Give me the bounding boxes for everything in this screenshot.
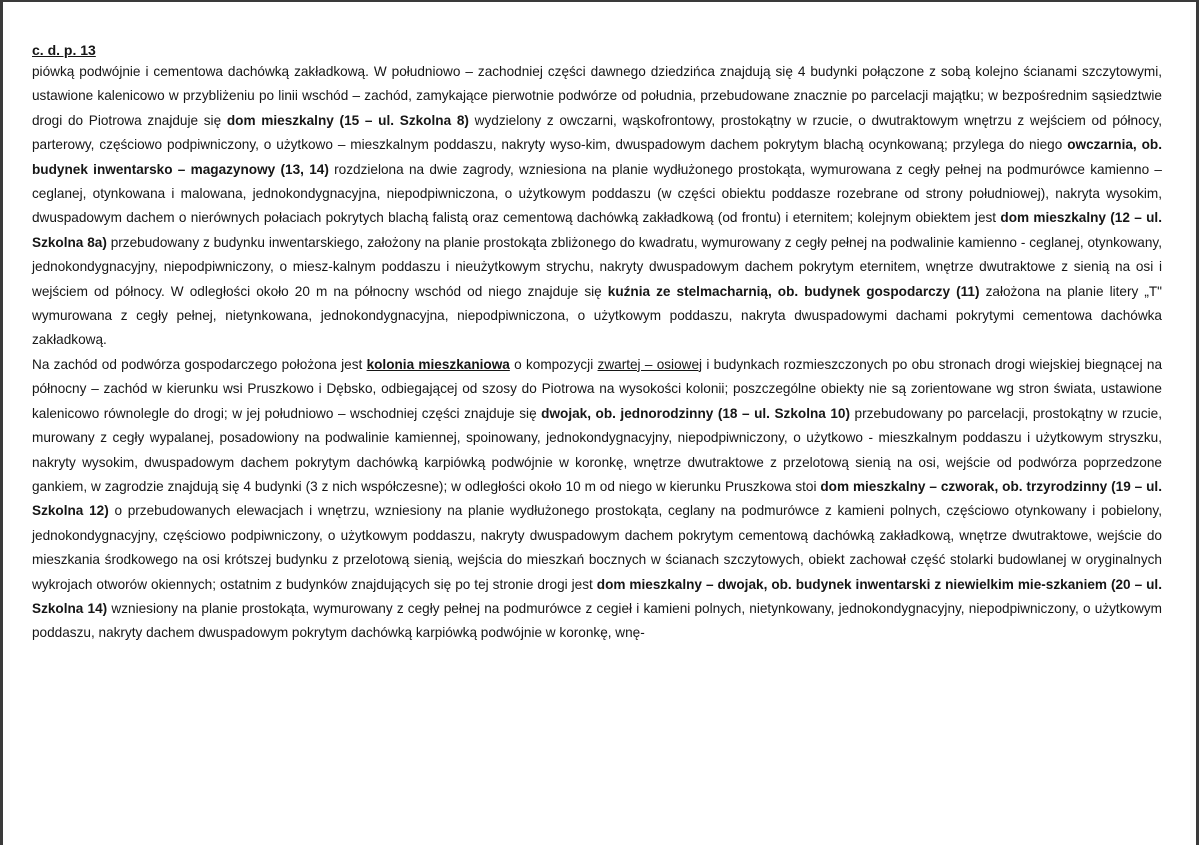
bold-term: dom mieszkalny – czworak, ob. trzyrodzinny (19 – ul. Szkolna 12) — [32, 478, 1162, 519]
text-run: piówką podwójnie i cementowa dachówką zakładkową. W południowo – zachodniej części dawnego dziedzińca znajdują się 4 budynki połączone z sobą kolejno ścianami szczytowymi, ustawione kalenicowo w przybliżeniu po linii wschód – zachód, zamykające pierwotnie podwórze od południa, przebudowane znacznie po parcelacji majątku; w bezpośrednim sąsiedztwie drogi do Piotrowa znajduje się — [32, 64, 1162, 128]
underlined-term: zwartej – osiowej — [597, 356, 703, 372]
scan-border-left — [0, 0, 3, 845]
text-run: założona na planie litery „T" wymurowana z cegły pełnej, nietynkowana, jednokondygnacyjna, niepodpiwniczona, o użytkowym poddaszu, nakryta dwuspadowymi dachami pokrytymi cementowa dachówka zakładkową. — [32, 283, 1162, 348]
bold-term: dwojak, ob. jednorodzinny (18 – ul. Szkolna 10) — [541, 405, 851, 421]
scan-border-top — [0, 0, 1199, 2]
page-header: c. d. p. 13 — [32, 42, 96, 58]
bold-term: dom mieszkalny (15 – ul. Szkolna 8) — [226, 112, 469, 128]
text-run: i budynkach rozmieszczonych po obu stronach drogi wiejskiej biegnącej na północny – zachód w kierunku wsi Pruszkowo i Dębsko, odbiegającej od szosy do Piotrowa na wysokości kolonii; poszczególne obiekty nie są zorientowane wg stron świata, ustawione kalenicowo równolegle do drogi; w jej południowo – wschodniej części znajduje się — [32, 356, 1163, 421]
text-run: rozdzielona na dwie zagrody, wzniesiona na planie wydłużonego prostokąta, wymurowana z cegły pełnej na podmurówce kamienno – ceglanej, otynkowana i malowana, jednokondygnacyjna, niepodpiwniczona, o użytkowym poddaszu (w części obiektu poddasze rozebrane od strony południowej), nakryta wysokim, dwuspadowym dachem o nierównych połaciach pokrytych blachą falistą oraz cementową dachówką zakładkową (od frontu) i eternitem; kolejnym obiektem jest — [32, 161, 1162, 226]
text-run: przebudowany po parcelacji, prostokątny w rzucie, murowany z cegły wypalanej, posadowiony na podwalinie kamiennej, spoinowany, jednokondygnacyjny, niepodpiwniczony, o użytkowo - mieszkalnym poddaszu i użytkowym stryszku, nakryty wysokim, dwuspadowym dachem pokrytym dachówką karpiówką podwójnie w koronkę, wnętrze dwutraktowe z przelotową sienią na osi, wejście od podwórza poprzedzone gankiem, w zagrodzie znajdują się 4 budynki (3 z nich współczesne); w odległości około 10 m od niego w kierunku Pruszkowa stoi — [32, 405, 1162, 494]
text-run: o przebudowanych elewacjach i wnętrzu, wzniesiony na planie wydłużonego prostokąta, ceglany na podmurówce z kamieni polnych, częściowo otynkowany i pobielony, jednokondygnacyjny, częściowo podpiwniczony, o użytkowym poddaszu, nakryty dwuspadowym dachem pokrytym cementową dachówką zakładkową, wnętrze dwutraktowe, wejście do mieszkania środkowego na osi krótszej budynku z przelotową sienią, wejścia do mieszkań bocznych w ścianach szczytowych, obiekt zachował część stolarki budowlanej w oryginalnych wykrojach otworów okiennych; ostatnim z budynków znajdujących się po tej stronie drogi jest — [32, 503, 1162, 592]
bold-term: dom mieszkalny – dwojak, ob. budynek inwentarski z niewielkim mie-szkaniem (20 – ul. Szkolna 14) — [32, 576, 1162, 616]
bold-term: dom mieszkalny (12 – ul. Szkolna 8a) — [32, 210, 1162, 250]
text-run: przebudowany z budynku inwentarskiego, założony na planie prostokąta zbliżonego do kwadratu, wymurowany z cegły pełnej na podwalinie kamienno - ceglanej, otynkowany, jednokondygnacyjny, niepodpiwniczony, o miesz-kalnym poddaszu i nieużytkowym strychu, nakryty dwuspadowym dachem pokrytym eternitem, wnętrze dwutraktowe z sienią na osi i wejściem od północy. W odległości około 20 m na północny wschód od niego znajduje się — [32, 234, 1162, 299]
bold-term: owczarnia, ob. budynek inwentarsko – magazynowy (13, 14) — [32, 137, 1162, 177]
text-run: o kompozycji — [509, 356, 598, 372]
paragraph-housing-colony — [32, 353, 1162, 646]
paragraph-farmyard-buildings — [32, 60, 1162, 353]
document-page — [32, 40, 1162, 646]
bold-term: kuźnia ze stelmacharnią, ob. budynek gospodarczy (11) — [607, 283, 980, 299]
underlined-bold-term: kolonia mieszkaniowa — [366, 356, 510, 372]
text-run: wzniesiony na planie prostokąta, wymurowany z cegły pełnej na podmurówce z cegieł i kamieni polnych, nietynkowany, jednokondygnacyjny, niepodpiwniczony, o użytkowym poddaszu, nakryty dachem dwuspadowym pokrytym dachówką karpiówką podwójnie w koronkę, wnę- — [32, 600, 1163, 641]
text-run: Na zachód od podwórza gospodarczego położona jest — [32, 356, 367, 372]
text-run: wydzielony z owczarni, wąskofrontowy, prostokątny w rzucie, o dwutraktowym wnętrzu z wejściem od północy, parterowy, częściowo podpiwniczony, o użytkowo – mieszkalnym poddaszu, nakryty wyso-kim, dwuspadowym dachem pokrytym blachą ocynkowaną; przylega do niego — [32, 112, 1163, 153]
